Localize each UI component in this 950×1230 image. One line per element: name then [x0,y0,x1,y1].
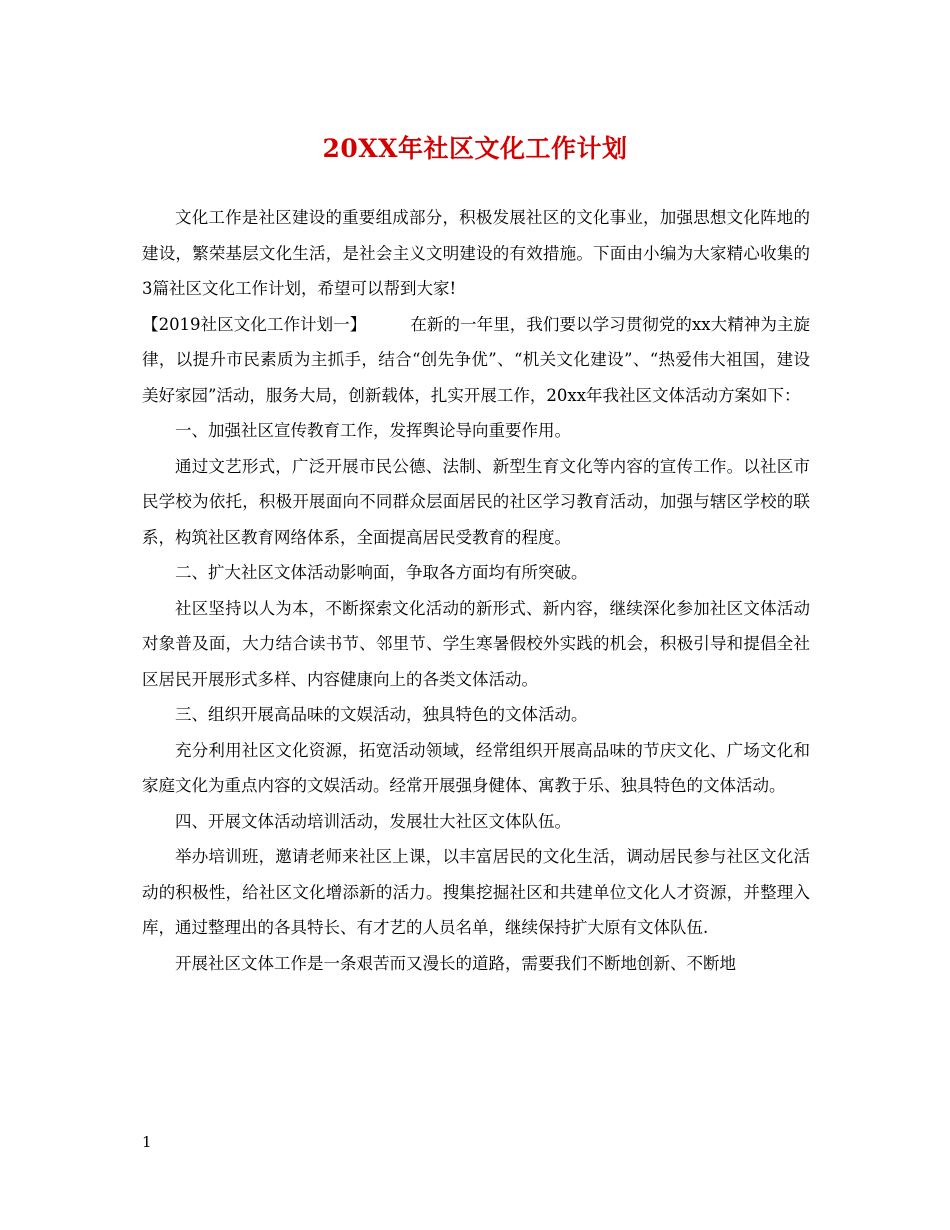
section-heading: 【2019社区文化工作计划一】 [142,314,367,334]
plan-one-paragraph [142,307,810,414]
page-number: 1 [142,1133,152,1151]
intro-paragraph: 文化工作是社区建设的重要组成部分，积极发展社区的文化事业，加强思想文化阵地的建设，繁荣基层文化生活，是社会主义文明建设的有效措施。下面由小编为大家精心收集的3篇社区文化工作计划，希望可以帮到大家! [142,208,810,298]
paragraph-closing: 开展社区文体工作是一条艰苦而又漫长的道路，需要我们不断地创新、不断地 [175,953,736,973]
paragraph-training: 举办培训班，邀请老师来社区上课，以丰富居民的文化生活，调动居民参与社区文化活动的积极性，给社区文化增添新的活力。搜集挖掘社区和共建单位文化人才资源，并整理入库，通过整理出的各具特长、有才艺的人员名单，继续保持扩大原有文体队伍. [142,847,810,937]
paragraph-entertainment: 充分利用社区文化资源，拓宽活动领域，经常组织开展高品味的节庆文化、广场文化和家庭文化为重点内容的文娱活动。经常开展强身健体、寓教于乐、独具特色的文体活动。 [142,740,810,795]
plan-one-text: 在新的一年里，我们要以学习贯彻党的xx大精神为主旋律，以提升市民素质为主抓手，结合“创先争优”、“机关文化建设”、“热爱伟大祖国，建设美好家园”活动，服务大局，创新载体，扎实开展工作，20xx年我社区文体活动方案如下： [142,314,810,405]
document-title: 20XX年社区文化工作计划 [322,134,628,163]
paragraph-expand-activities: 社区坚持以人为本，不断探索文化活动的新形式、新内容，继续深化参加社区文体活动对象普及面，大力结合读书节、邻里节、学生寒暑假校外实践的机会，积极引导和提倡全社区居民开展形式多样、内容健康向上的各类文体活动。 [142,598,810,689]
paragraph-publicity: 通过文艺形式，广泛开展市民公德、法制、新型生育文化等内容的宣传工作。以社区市民学校为依托，积极开展面向不同群众层面居民的社区学习教育活动，加强与辖区学校的联系，构筑社区教育网络体系，全面提高居民受教育的程度。 [142,456,810,547]
heading-expand-activities: 二、扩大社区文体活动影响面，争取各方面均有所突破。 [175,563,588,582]
heading-training: 四、开展文体活动培训活动，发展壮大社区文体队伍。 [175,811,571,831]
document-body [142,200,810,981]
heading-publicity: 一、加强社区宣传教育工作，发挥舆论导向重要作用。 [175,421,571,440]
heading-entertainment: 三、组织开展高品味的文娱活动，独具特色的文体活动。 [175,705,588,724]
